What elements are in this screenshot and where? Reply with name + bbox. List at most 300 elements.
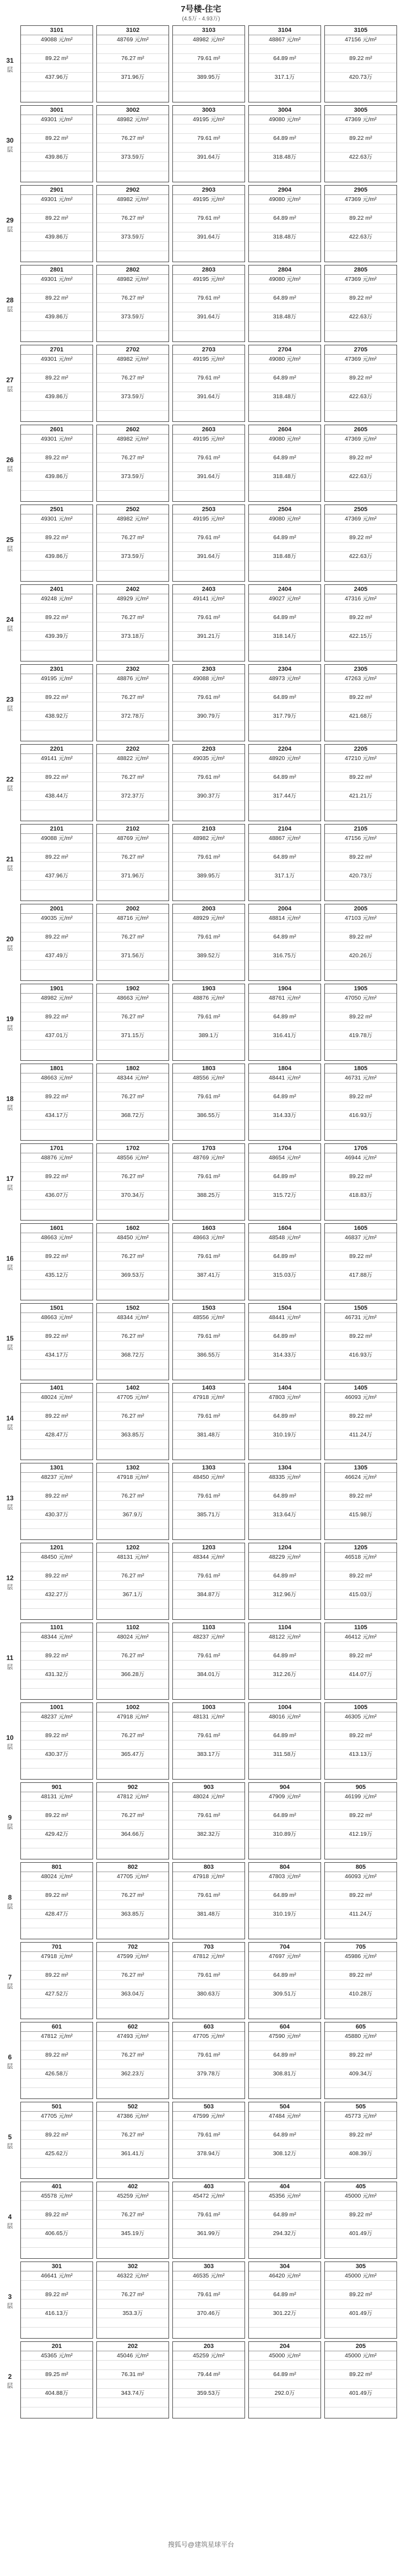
- unit-price: 46199 元/m²: [325, 1792, 396, 1802]
- unit-cell[interactable]: [248, 345, 321, 422]
- unit-area: 79.44 m²: [173, 2370, 245, 2379]
- unit-cell[interactable]: [324, 1543, 397, 1620]
- unit-cell[interactable]: [96, 1702, 169, 1780]
- unit-total: 416.93万: [325, 1111, 396, 1120]
- unit-cell[interactable]: [96, 2262, 169, 2339]
- floor-row: [0, 1862, 402, 1942]
- unit-cell[interactable]: [172, 2022, 245, 2099]
- unit-total: 386.55万: [173, 1351, 245, 1360]
- floor-suffix: 层: [7, 1025, 13, 1032]
- unit-cell[interactable]: [172, 664, 245, 741]
- unit-cell[interactable]: [324, 105, 397, 182]
- unit-area: 89.22 m²: [325, 1012, 396, 1022]
- unit-cell[interactable]: [20, 345, 93, 422]
- unit-number: 1803: [173, 1064, 245, 1073]
- unit-cell[interactable]: [324, 1064, 397, 1141]
- spacer: [249, 63, 320, 73]
- unit-cell[interactable]: [96, 2102, 169, 2179]
- unit-cell[interactable]: [172, 1862, 245, 1939]
- unit-cell[interactable]: [172, 1303, 245, 1380]
- unit-cell[interactable]: [96, 1543, 169, 1620]
- unit-number: 302: [97, 2262, 169, 2271]
- unit-number: 2304: [249, 665, 320, 674]
- unit-total: 436.07万: [21, 1191, 93, 1200]
- floor-suffix: 层: [7, 2303, 13, 2309]
- unit-cell[interactable]: [172, 425, 245, 502]
- spacer: [97, 2398, 169, 2407]
- unit-cell[interactable]: [324, 2102, 397, 2179]
- unit-area: 64.89 m²: [249, 2130, 320, 2140]
- unit-total: 432.27万: [21, 1590, 93, 1599]
- unit-cell[interactable]: [248, 1942, 321, 2019]
- floor-label: [2, 1064, 18, 1143]
- unit-cell[interactable]: [96, 2341, 169, 2418]
- unit-total: 363.85万: [97, 1910, 169, 1919]
- unit-cell[interactable]: [324, 425, 397, 502]
- unit-cell[interactable]: [96, 185, 169, 262]
- unit-cell[interactable]: [248, 2022, 321, 2099]
- unit-cell[interactable]: [324, 664, 397, 741]
- unit-cell[interactable]: [172, 2341, 245, 2418]
- unit-cell[interactable]: [172, 1064, 245, 1141]
- spacer: [173, 2159, 245, 2168]
- spacer: [173, 63, 245, 73]
- unit-cell[interactable]: [248, 1782, 321, 1859]
- unit-cell[interactable]: [20, 2102, 93, 2179]
- spacer: [21, 524, 93, 533]
- unit-number: 1205: [325, 1543, 396, 1553]
- unit-number: 305: [325, 2262, 396, 2271]
- unit-cell[interactable]: [324, 2341, 397, 2418]
- unit-cell[interactable]: [96, 1942, 169, 2019]
- unit-price: 48556 元/m²: [173, 1073, 245, 1083]
- unit-cell[interactable]: [172, 2182, 245, 2259]
- unit-price: 48548 元/m²: [249, 1233, 320, 1243]
- spacer: [21, 721, 93, 730]
- unit-cell[interactable]: [96, 824, 169, 901]
- unit-total: 391.64万: [173, 153, 245, 162]
- unit-cell[interactable]: [324, 744, 397, 821]
- unit-cell[interactable]: [96, 1623, 169, 1700]
- unit-cell[interactable]: [20, 2182, 93, 2259]
- spacer: [97, 1581, 169, 1590]
- floor-number: 6: [8, 2053, 12, 2061]
- floor-suffix: 层: [7, 386, 13, 393]
- floor-row: [0, 744, 402, 824]
- unit-cell[interactable]: [172, 1782, 245, 1859]
- unit-area: 76.27 m²: [97, 1891, 169, 1900]
- spacer: [97, 2300, 169, 2309]
- unit-cell[interactable]: [20, 1782, 93, 1859]
- floor-number: 14: [6, 1414, 14, 1422]
- unit-price: 48450 元/m²: [97, 1233, 169, 1243]
- unit-cell[interactable]: [96, 1064, 169, 1141]
- unit-cell[interactable]: [248, 1143, 321, 1221]
- unit-cell[interactable]: [248, 1223, 321, 1300]
- unit-cell[interactable]: [248, 1702, 321, 1780]
- spacer: [173, 2079, 245, 2088]
- floor-suffix: 层: [7, 306, 13, 313]
- spacer: [325, 641, 396, 650]
- spacer: [249, 543, 320, 552]
- spacer: [325, 801, 396, 810]
- unit-price: 49301 元/m²: [21, 514, 93, 524]
- unit-cell[interactable]: [20, 1702, 93, 1780]
- spacer: [325, 1440, 396, 1449]
- unit-area: 64.89 m²: [249, 1811, 320, 1820]
- spacer: [97, 1261, 169, 1271]
- unit-cell[interactable]: [96, 984, 169, 1061]
- unit-number: 1805: [325, 1064, 396, 1073]
- unit-cell[interactable]: [324, 2262, 397, 2339]
- unit-price: 48237 元/m²: [21, 1712, 93, 1722]
- unit-cell[interactable]: [172, 185, 245, 262]
- spacer: [249, 242, 320, 251]
- spacer: [21, 942, 93, 951]
- unit-cell[interactable]: [20, 425, 93, 502]
- unit-cell[interactable]: [324, 505, 397, 582]
- spacer: [325, 1102, 396, 1111]
- unit-cell[interactable]: [324, 2182, 397, 2259]
- unit-cell[interactable]: [324, 1143, 397, 1221]
- unit-number: 1601: [21, 1224, 93, 1233]
- unit-total: 422.63万: [325, 472, 396, 481]
- spacer: [97, 1961, 169, 1971]
- unit-price: 48024 元/m²: [21, 1872, 93, 1881]
- unit-area: 79.61 m²: [173, 1252, 245, 1261]
- unit-cell[interactable]: [248, 2262, 321, 2339]
- unit-cell[interactable]: [172, 345, 245, 422]
- unit-cell[interactable]: [324, 824, 397, 901]
- unit-cell[interactable]: [248, 904, 321, 981]
- unit-cell[interactable]: [172, 2262, 245, 2339]
- unit-area: 89.22 m²: [21, 1492, 93, 1501]
- unit-cell[interactable]: [96, 744, 169, 821]
- spacer: [249, 1501, 320, 1510]
- unit-cell[interactable]: [20, 2022, 93, 2099]
- unit-cell[interactable]: [172, 984, 245, 1061]
- unit-cell[interactable]: [248, 1303, 321, 1380]
- unit-cell[interactable]: [248, 824, 321, 901]
- unit-price: 47156 元/m²: [325, 35, 396, 45]
- unit-cell[interactable]: [324, 1782, 397, 1859]
- unit-price: 47386 元/m²: [97, 2112, 169, 2121]
- floor-row: [0, 824, 402, 904]
- unit-cell[interactable]: [96, 1143, 169, 1221]
- spacer: [249, 2318, 320, 2328]
- unit-cell[interactable]: [172, 1543, 245, 1620]
- unit-number: 2901: [21, 186, 93, 195]
- unit-cell[interactable]: [172, 744, 245, 821]
- unit-cell[interactable]: [172, 105, 245, 182]
- unit-cell[interactable]: [96, 584, 169, 661]
- unit-cell[interactable]: [96, 1223, 169, 1300]
- spacer: [325, 862, 396, 871]
- unit-price: 48929 元/m²: [97, 594, 169, 604]
- unit-cell[interactable]: [248, 1064, 321, 1141]
- unit-cell[interactable]: [172, 1383, 245, 1460]
- unit-cell[interactable]: [96, 904, 169, 981]
- unit-total: 434.17万: [21, 1111, 93, 1120]
- unit-cell[interactable]: [172, 265, 245, 342]
- unit-number: 902: [97, 1783, 169, 1792]
- unit-cell[interactable]: [96, 425, 169, 502]
- unit-cell[interactable]: [20, 664, 93, 741]
- spacer: [97, 1562, 169, 1571]
- spacer: [173, 801, 245, 810]
- unit-cell[interactable]: [172, 25, 245, 102]
- floor-suffix: 层: [7, 945, 13, 952]
- unit-cell[interactable]: [324, 1223, 397, 1300]
- spacer: [21, 481, 93, 491]
- spacer: [173, 702, 245, 712]
- spacer: [21, 1599, 93, 1609]
- spacer: [21, 2201, 93, 2210]
- unit-cell[interactable]: [324, 185, 397, 262]
- unit-cell[interactable]: [20, 1303, 93, 1380]
- unit-cell[interactable]: [324, 265, 397, 342]
- unit-cell[interactable]: [20, 744, 93, 821]
- unit-cell[interactable]: [248, 744, 321, 821]
- unit-cell[interactable]: [20, 185, 93, 262]
- unit-price: 45259 元/m²: [173, 2351, 245, 2361]
- unit-area: 89.22 m²: [21, 693, 93, 702]
- spacer: [97, 1280, 169, 1289]
- floor-label: [2, 904, 18, 984]
- unit-cell[interactable]: [248, 25, 321, 102]
- unit-cell[interactable]: [324, 25, 397, 102]
- unit-cell[interactable]: [20, 904, 93, 981]
- unit-price: 47484 元/m²: [249, 2112, 320, 2121]
- unit-cell[interactable]: [172, 1223, 245, 1300]
- spacer: [21, 1280, 93, 1289]
- unit-cell[interactable]: [248, 265, 321, 342]
- unit-area: 89.22 m²: [325, 2290, 396, 2300]
- unit-cell[interactable]: [20, 824, 93, 901]
- unit-cell[interactable]: [324, 1463, 397, 1540]
- unit-cell[interactable]: [20, 105, 93, 182]
- unit-price: 49301 元/m²: [21, 435, 93, 444]
- unit-cell[interactable]: [248, 105, 321, 182]
- unit-cell[interactable]: [172, 1942, 245, 2019]
- unit-cell[interactable]: [172, 1463, 245, 1540]
- spacer: [249, 1980, 320, 1989]
- spacer: [249, 622, 320, 632]
- unit-cell[interactable]: [248, 185, 321, 262]
- unit-area: 89.22 m²: [325, 533, 396, 543]
- unit-cell[interactable]: [324, 1383, 397, 1460]
- unit-total: 367.1万: [97, 1590, 169, 1599]
- spacer: [21, 1440, 93, 1449]
- spacer: [249, 284, 320, 294]
- unit-cell[interactable]: [248, 1862, 321, 1939]
- spacer: [173, 1520, 245, 1529]
- unit-cell[interactable]: [20, 1623, 93, 1700]
- unit-cell[interactable]: [324, 1702, 397, 1780]
- spacer: [249, 1261, 320, 1271]
- unit-cell[interactable]: [96, 345, 169, 422]
- unit-area: 79.61 m²: [173, 1891, 245, 1900]
- floor-number: 9: [8, 1814, 12, 1821]
- unit-cell[interactable]: [324, 345, 397, 422]
- spacer: [249, 45, 320, 54]
- unit-cell[interactable]: [20, 265, 93, 342]
- unit-area: 89.22 m²: [325, 1571, 396, 1581]
- unit-number: 1103: [173, 1623, 245, 1633]
- unit-number: 704: [249, 1943, 320, 1952]
- unit-cell[interactable]: [96, 1463, 169, 1540]
- unit-cell[interactable]: [20, 1942, 93, 2019]
- spacer: [97, 1421, 169, 1430]
- unit-cell[interactable]: [20, 1543, 93, 1620]
- unit-cell[interactable]: [324, 1862, 397, 1939]
- unit-total: 426.58万: [21, 2069, 93, 2079]
- unit-cell[interactable]: [172, 2102, 245, 2179]
- spacer: [325, 223, 396, 232]
- unit-cell[interactable]: [96, 1782, 169, 1859]
- spacer: [249, 702, 320, 712]
- spacer: [173, 923, 245, 932]
- spacer: [21, 1820, 93, 1830]
- unit-total: 421.68万: [325, 712, 396, 721]
- unit-area: 89.22 m²: [21, 2290, 93, 2300]
- unit-cell[interactable]: [96, 1862, 169, 1939]
- unit-area: 76.27 m²: [97, 1012, 169, 1022]
- unit-number: 3005: [325, 106, 396, 115]
- unit-cell[interactable]: [248, 505, 321, 582]
- unit-cell[interactable]: [248, 2182, 321, 2259]
- unit-number: 2204: [249, 745, 320, 754]
- unit-cell[interactable]: [20, 1463, 93, 1540]
- spacer: [97, 143, 169, 153]
- unit-cell[interactable]: [172, 1702, 245, 1780]
- unit-total: 439.86万: [21, 392, 93, 402]
- spacer: [21, 45, 93, 54]
- unit-cell[interactable]: [20, 2262, 93, 2339]
- unit-number: 2604: [249, 425, 320, 435]
- unit-cell[interactable]: [96, 1383, 169, 1460]
- unit-area: 64.89 m²: [249, 1971, 320, 1980]
- unit-number: 2903: [173, 186, 245, 195]
- unit-number: 3001: [21, 106, 93, 115]
- unit-cell[interactable]: [20, 1383, 93, 1460]
- unit-cell[interactable]: [248, 2102, 321, 2179]
- unit-cell[interactable]: [248, 984, 321, 1061]
- unit-cell[interactable]: [96, 265, 169, 342]
- unit-cell[interactable]: [248, 2341, 321, 2418]
- unit-cell[interactable]: [172, 1623, 245, 1700]
- unit-total: 388.25万: [173, 1191, 245, 1200]
- unit-total: 310.89万: [249, 1830, 320, 1839]
- unit-cell[interactable]: [248, 1543, 321, 1620]
- unit-price: 46731 元/m²: [325, 1313, 396, 1322]
- unit-cell[interactable]: [248, 584, 321, 661]
- spacer: [325, 364, 396, 373]
- unit-cell[interactable]: [324, 584, 397, 661]
- unit-cell[interactable]: [20, 2341, 93, 2418]
- unit-price: 48131 元/m²: [21, 1792, 93, 1802]
- unit-cell[interactable]: [324, 1303, 397, 1380]
- unit-cell[interactable]: [96, 2182, 169, 2259]
- unit-cell[interactable]: [248, 664, 321, 741]
- unit-cell[interactable]: [96, 1303, 169, 1380]
- unit-area: 64.89 m²: [249, 773, 320, 782]
- page-title: 7号楼-住宅: [181, 4, 221, 14]
- unit-cell[interactable]: [20, 984, 93, 1061]
- unit-number: 2701: [21, 345, 93, 355]
- unit-price: 48441 元/m²: [249, 1313, 320, 1322]
- spacer: [173, 961, 245, 970]
- spacer: [97, 1102, 169, 1111]
- unit-cell[interactable]: [172, 584, 245, 661]
- unit-price: 45259 元/m²: [97, 2192, 169, 2201]
- unit-cell[interactable]: [324, 984, 397, 1061]
- spacer: [249, 1722, 320, 1731]
- unit-cell[interactable]: [20, 1143, 93, 1221]
- unit-cell[interactable]: [172, 505, 245, 582]
- unit-total: 384.01万: [173, 1670, 245, 1679]
- unit-total: 422.63万: [325, 232, 396, 242]
- spacer: [97, 1802, 169, 1811]
- spacer: [21, 1083, 93, 1092]
- floor-label: [2, 584, 18, 664]
- spacer: [21, 1402, 93, 1412]
- unit-cell[interactable]: [20, 1064, 93, 1141]
- spacer: [249, 1802, 320, 1811]
- unit-total: 353.3万: [97, 2309, 169, 2318]
- unit-cell[interactable]: [248, 1623, 321, 1700]
- unit-cell[interactable]: [172, 824, 245, 901]
- floor-suffix: 层: [7, 67, 13, 73]
- unit-cell[interactable]: [20, 1862, 93, 1939]
- unit-total: 439.39万: [21, 632, 93, 641]
- unit-cell[interactable]: [96, 105, 169, 182]
- unit-cell[interactable]: [20, 505, 93, 582]
- unit-cell[interactable]: [20, 25, 93, 102]
- unit-cell[interactable]: [324, 2022, 397, 2099]
- floor-number: 27: [6, 376, 14, 384]
- unit-price: 48344 元/m²: [173, 1553, 245, 1562]
- unit-cell[interactable]: [20, 584, 93, 661]
- unit-price: 49195 元/m²: [173, 195, 245, 204]
- unit-number: 1701: [21, 1144, 93, 1153]
- unit-cell[interactable]: [96, 505, 169, 582]
- spacer: [21, 322, 93, 331]
- unit-cell[interactable]: [248, 1383, 321, 1460]
- spacer: [173, 1839, 245, 1848]
- unit-cell[interactable]: [96, 25, 169, 102]
- unit-cell[interactable]: [324, 1623, 397, 1700]
- unit-cell[interactable]: [248, 425, 321, 502]
- unit-number: 2502: [97, 505, 169, 514]
- unit-cell[interactable]: [96, 664, 169, 741]
- unit-cell[interactable]: [324, 1942, 397, 2019]
- unit-cell[interactable]: [248, 1463, 321, 1540]
- unit-cell[interactable]: [324, 904, 397, 981]
- unit-cell[interactable]: [96, 2022, 169, 2099]
- unit-price: 47369 元/m²: [325, 355, 396, 364]
- unit-cell[interactable]: [20, 1223, 93, 1300]
- spacer: [325, 1581, 396, 1590]
- unit-area: 64.89 m²: [249, 533, 320, 543]
- unit-total: 419.78万: [325, 1031, 396, 1040]
- spacer: [21, 1961, 93, 1971]
- unit-area: 89.22 m²: [21, 773, 93, 782]
- spacer: [325, 1360, 396, 1369]
- unit-cell[interactable]: [172, 904, 245, 981]
- unit-cell[interactable]: [172, 1143, 245, 1221]
- floor-suffix: 层: [7, 865, 13, 872]
